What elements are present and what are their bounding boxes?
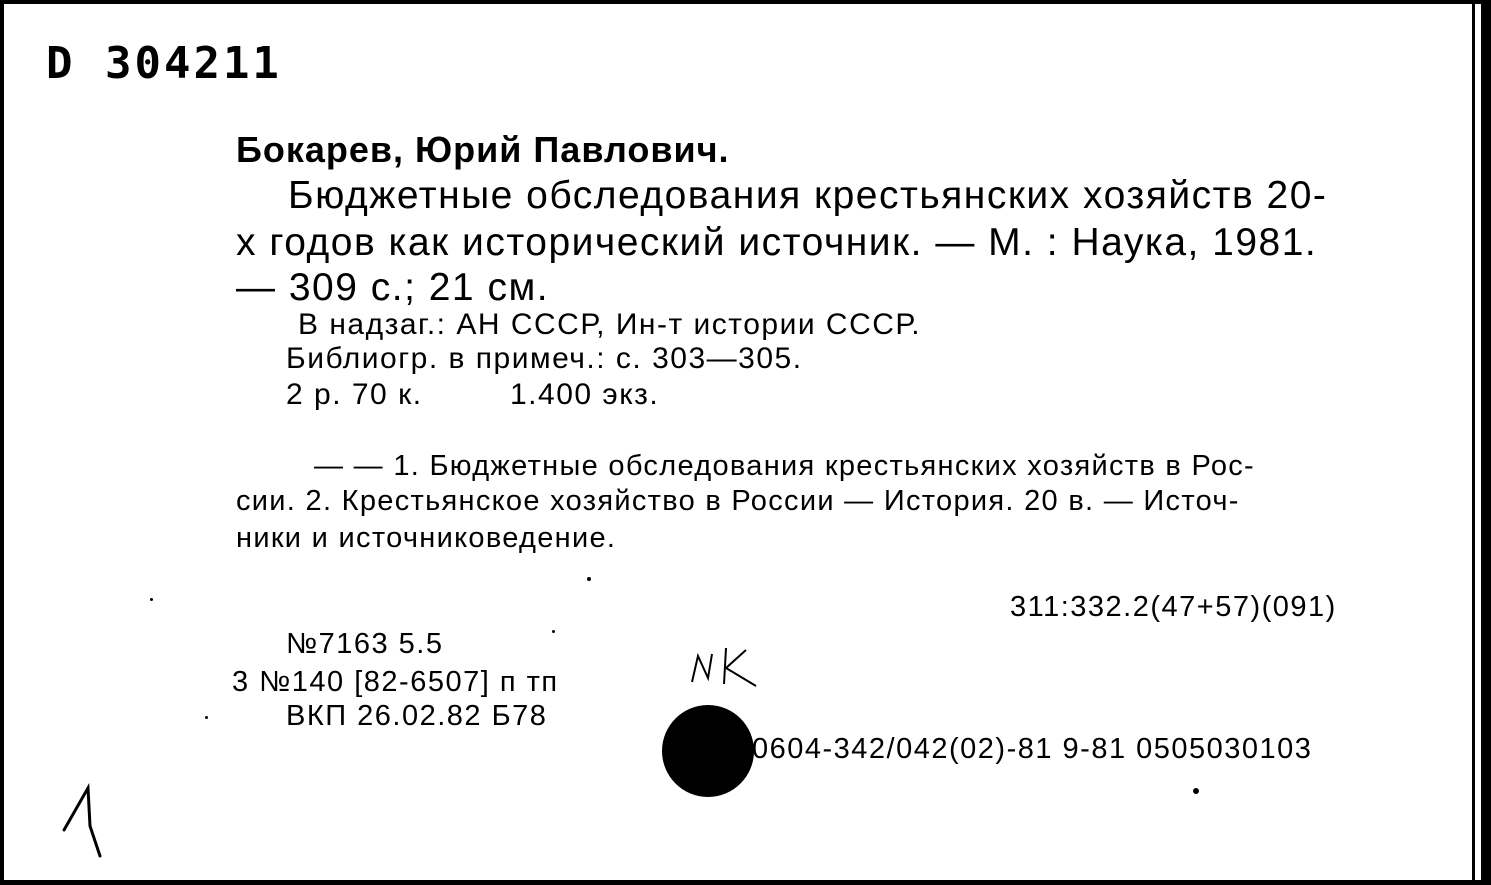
order-line-3: ВКП 26.02.82 Б78 bbox=[286, 700, 548, 732]
order-line-2: 3 №140 [82-6507] п тп bbox=[232, 666, 559, 698]
price: 2 р. 70 к. bbox=[286, 378, 423, 411]
note-supertitle: В надзаг.: АН СССР, Ин-т истории СССР. bbox=[298, 308, 922, 341]
title-line-1: Бюджетные обследования крестьянских хозяйств 20- bbox=[288, 174, 1328, 217]
catalog-number: 0604-342/042(02)-81 9-81 0505030103 bbox=[752, 733, 1313, 765]
handwritten-initials bbox=[688, 642, 760, 690]
card-top-edge bbox=[0, 0, 1491, 4]
speck bbox=[205, 716, 208, 719]
accession-number: D 304211 bbox=[46, 38, 282, 89]
subjects-line-1: — — 1. Бюджетные обследования крестьянских хозяйств в Рос- bbox=[314, 450, 1256, 482]
card-right-inner-edge bbox=[1472, 0, 1475, 885]
title-line-3: — 309 с.; 21 см. bbox=[236, 266, 550, 309]
speck bbox=[552, 630, 555, 633]
order-line-1: №7163 5.5 bbox=[286, 628, 444, 660]
author-heading: Бокарев, Юрий Павлович. bbox=[236, 129, 730, 170]
subjects-line-3: ники и источниковедение. bbox=[236, 522, 617, 554]
card-bottom-edge bbox=[0, 880, 1491, 885]
card-left-edge bbox=[0, 0, 4, 885]
card-right-edge bbox=[1481, 0, 1491, 885]
punch-hole bbox=[662, 705, 754, 797]
speck bbox=[1193, 788, 1199, 794]
speck bbox=[150, 598, 153, 601]
copies: 1.400 экз. bbox=[510, 378, 660, 411]
note-bibliography: Библиогр. в примеч.: с. 303—305. bbox=[286, 342, 803, 375]
handwritten-number bbox=[56, 782, 112, 862]
udc-code: 311:332.2(47+57)(091) bbox=[1010, 591, 1337, 623]
title-line-2: х годов как исторический источник. — М. : Наука, 1981. bbox=[236, 221, 1318, 264]
subjects-line-2: сии. 2. Крестьянское хозяйство в России — История. 20 в. — Источ- bbox=[236, 485, 1240, 517]
speck bbox=[587, 577, 591, 581]
